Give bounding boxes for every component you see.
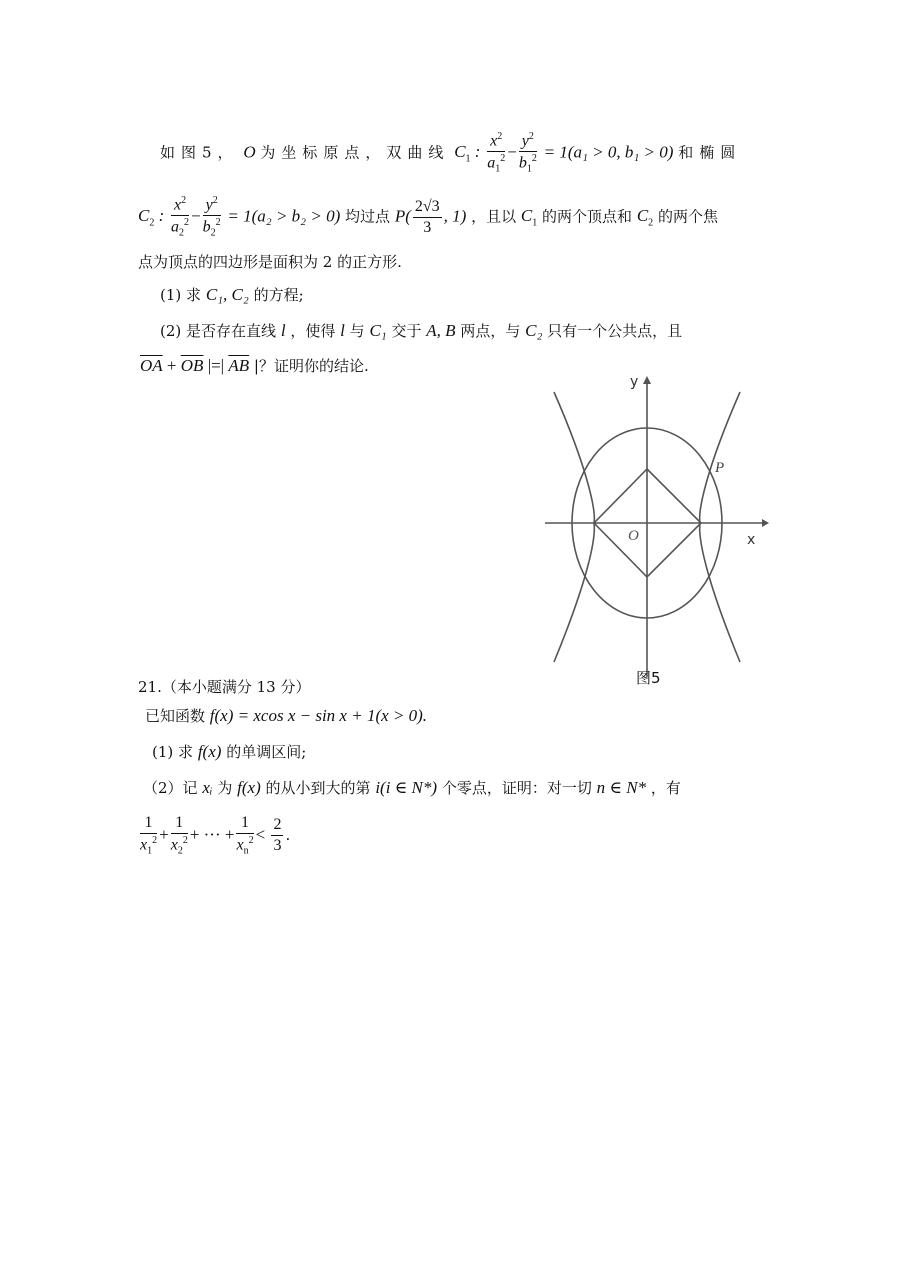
line-l-2: l (340, 321, 345, 340)
hyperbola-x-term: $\frac{x^2}{a_1^2}$ (487, 131, 506, 175)
p20-part2-f: 只有一个公共点，且 (547, 322, 683, 340)
origin-symbol: O (243, 142, 256, 162)
x-arrow (762, 519, 769, 527)
vertex-text: 的两个顶点和 (542, 207, 633, 226)
p20-line1: 如图5， O 为坐标原点，双曲线 $C_1$ : $\frac{x^2}{a_1^2}$ − $\frac{y^2}{b_1^2}$ = 1(a₁ > 0, b₁ > 0) 和椭圆 (160, 131, 742, 175)
origin-label: O (628, 528, 639, 544)
vector-ab: $\overline{AB}$ (228, 356, 250, 375)
conic-diagram (540, 372, 775, 690)
p21-part2 (143, 779, 681, 796)
pass-point-text: 均过点 (345, 207, 391, 226)
p20-part1-math: C₁, C₂ (205, 285, 249, 304)
x-i: xᵢ (202, 778, 213, 797)
term-1: $\frac{1}{x_1^2}$ (140, 814, 158, 857)
term-2: $\frac{1}{x_2^2}$ (170, 814, 188, 857)
focus-text: 的两个焦 (657, 207, 718, 226)
function-f: f(x) = xcos x − sin x + 1(x > 0). (209, 706, 428, 725)
p20-part2-e: 两点，与 (460, 322, 521, 340)
abs-equal: |=| (203, 356, 229, 375)
hyperbola-left-branch (554, 392, 594, 662)
y-arrow (643, 376, 651, 384)
plus-sign: + (162, 356, 181, 375)
p20-part2-a: (2) 是否存在直线 (160, 322, 277, 340)
p20-line2: $C_2$ : $\frac{x^2}{a_2^2}$ − $\frac{y^2}{b_2^2}$ = 1(a₂ > b₂ > 0) 均过点 P( $\frac{2√3}{3}$ , 1) ，且以 $C_1$ 的两个顶点和 $C_2$ 的两个焦 (138, 195, 718, 239)
p21-given-label: 已知函数 (145, 707, 206, 725)
cond-tail: |？证明你的结论. (249, 357, 369, 375)
c2-symbol: $C_2$ (636, 206, 654, 229)
two-thirds: $\frac{2}{3}$ (273, 816, 282, 855)
n-natural: n ∈ N* (596, 778, 647, 797)
p21-given (145, 707, 427, 724)
p21-part2-b: 为 (217, 779, 233, 797)
p20-part2-c2: C₂ (525, 321, 543, 340)
vector-condition (140, 357, 369, 374)
p21-part1-f: f(x) (197, 742, 222, 761)
p20-part1-label: (1) 求 (160, 286, 202, 304)
hyperbola-y-term: $\frac{y^2}{b_1^2}$ (518, 131, 537, 175)
c1-symbol: $C_1$ (520, 206, 538, 229)
index-i: i(i ∈ N*) (375, 778, 438, 797)
point-p-y: , 1) (443, 206, 467, 226)
p20-part2-c1: C₁ (369, 321, 387, 340)
x-axis-label: x (747, 532, 756, 548)
p20-part2-d: 交于 (391, 322, 422, 340)
p20-part1-tail: 的方程; (253, 286, 304, 304)
p20-part2 (160, 322, 682, 339)
vector-oa: $\overline{OA}$ (140, 356, 163, 375)
point-p: P( (394, 206, 411, 226)
p21-header: 21.（本小题满分 13 分） (138, 678, 311, 696)
p20-part2-c: 与 (349, 322, 365, 340)
p21-part1-b: 的单调区间; (226, 743, 307, 761)
and-ellipse: 和椭圆 (678, 143, 742, 162)
p20-intro: 如图5， (160, 143, 239, 162)
p20-part2-b: ，使得 (290, 322, 336, 340)
p20-part1 (160, 286, 304, 303)
p21-part2-d: 个零点，证明：对一切 (441, 779, 592, 797)
inequality: $\frac{1}{x_1^2}$ + $\frac{1}{x_2^2}$ + ··· + $\frac{1}{x_n^2}$ < $\frac{2}{3}$ . (140, 814, 291, 857)
hyperbola-condition: = 1(a₁ > 0, b₁ > 0) (543, 142, 674, 162)
p20-line3: 点为顶点的四边形是面积为 2 的正方形. (138, 253, 402, 271)
p21-part2-f: f(x) (237, 778, 261, 797)
p21-part2-e: ，有 (650, 779, 681, 797)
p21-part1 (152, 743, 306, 760)
p21-part2-c: 的从小到大的第 (265, 779, 371, 797)
ellipse-symbol: $C_2$ : (138, 206, 165, 229)
p20-intro-b: 为坐标原点，双曲线 (260, 143, 450, 162)
ellipse-y-term: $\frac{y^2}{b_2^2}$ (202, 195, 221, 239)
y-axis-label: y (630, 374, 639, 390)
ellipse-condition: = 1(a₂ > b₂ > 0) (227, 206, 341, 226)
line1-tail: ，且以 (471, 207, 517, 226)
vector-ob: $\overline{OB}$ (180, 356, 204, 375)
p21-part1-a: (1) 求 (152, 743, 194, 761)
figure-caption: 图5 (636, 669, 661, 687)
term-n: $\frac{1}{x_n^2}$ (236, 814, 254, 857)
ellipse-x-term: $\frac{x^2}{a_2^2}$ (171, 195, 190, 239)
p21-part2-a: （2）记 (143, 779, 198, 797)
point-p-x: $\frac{2√3}{3}$ (414, 197, 440, 236)
points-ab: A, B (426, 321, 456, 340)
hyperbola-right-branch (700, 392, 740, 662)
figure-5 (540, 372, 775, 690)
less-than: < (255, 824, 270, 844)
line-l: l (280, 321, 286, 340)
hyperbola-symbol: $C_1$ : (454, 142, 481, 165)
point-p-label: P (715, 460, 725, 476)
